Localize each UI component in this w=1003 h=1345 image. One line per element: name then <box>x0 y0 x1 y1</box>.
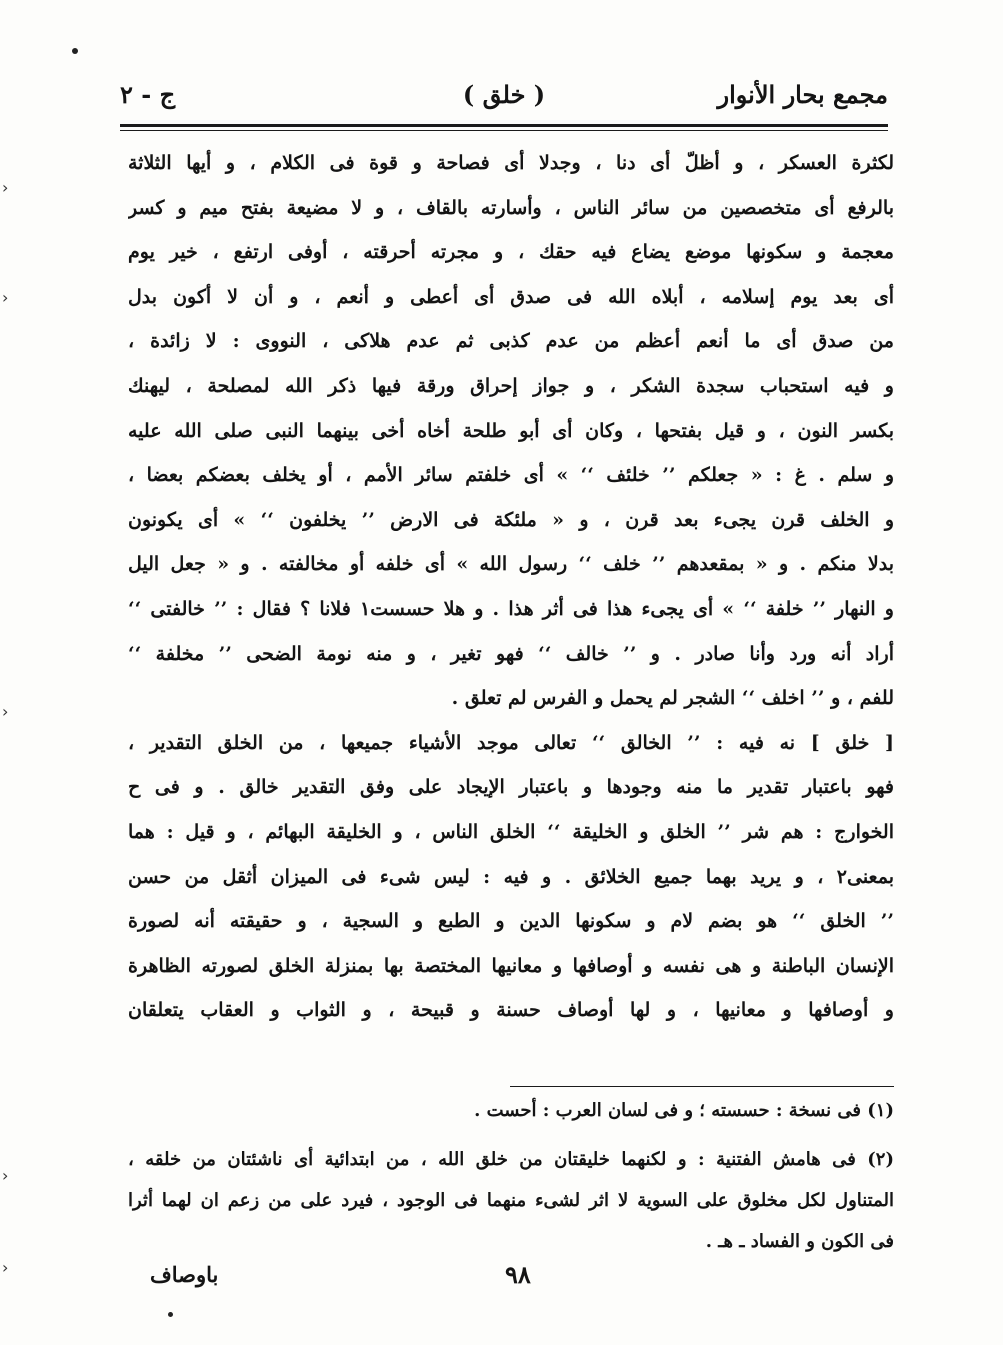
text-line: ’’ الخلق ‘‘ هو بضم لام و سكونها الدين و الطبع و السجية ، و حقيقته أنه لصورة <box>128 910 894 933</box>
text-line: لكثرة العسكر ، و أظلّ أى دنا ، وجدلا أى فصاحة و قوة فى الكلام ، و أيها الثلاثة <box>128 152 894 174</box>
page-number: ٩٨ <box>505 1260 531 1289</box>
margin-mark: › <box>2 1258 9 1277</box>
text-line: بكسر النون ، و قيل بفتحها ، وكان أى أبو طلحة أخاه أخى بينهما النبى صلى الله عليه <box>128 419 894 442</box>
text-line: للفم ، و ’’ اخلف ‘‘ الشجر لم يحمل و الفرس لم تعلق . <box>451 687 894 710</box>
footnote-1: (١) فى نسخة : حسسته ؛ و فى لسان العرب : أحست . <box>474 1100 894 1121</box>
text-line: [ خلق ] نه فيه : ’’ الخالق ‘‘ تعالى موجد الأشياء جميعها ، من الخلق التقدير ، <box>128 731 894 754</box>
scan-speck <box>72 48 78 54</box>
text-line: من صدق أى ما أنعم أعظم من عدم كذبى ثم عدم هلاكى ، النووى : لا زائدة ، <box>128 330 894 353</box>
entry-title: ( خلق ) <box>462 80 546 109</box>
footnote-2-line: (٢) فى هامش الفتنية : و لكنهما خليقتان من خلق الله ، من ابتدائية أى ناشئتان من خلقه ، <box>128 1149 894 1170</box>
volume-number: ج - ٢ <box>120 80 176 109</box>
margin-mark: › <box>2 288 9 307</box>
text-line: بالرفع أى متخصصين من سائر الناس ، وأسارته بالقاف ، و لا مضيعة بفتح ميم و كسر <box>128 196 894 219</box>
margin-mark: › <box>2 178 9 197</box>
scan-speck <box>168 1312 173 1317</box>
margin-mark: › <box>2 702 9 721</box>
header-rule-thick <box>120 124 888 127</box>
text-line: و أوصافها و معانيها ، و لها أوصاف حسنة و قبيحة ، و الثواب و العقاب يتعلقان <box>128 999 894 1022</box>
footnotes <box>128 1090 894 1262</box>
running-header <box>120 74 888 122</box>
text-line: بمعنى٢ ، و يريد بهما جميع الخلائق . و فيه : ليس شىء فى الميزان أثقل من حسن <box>128 865 894 888</box>
text-line: فهو باعتبار تقدير ما منه وجودها و باعتبار الإيجاد على وفق التقدير خالق . و فى ح <box>128 776 894 799</box>
text-line: الإنسان الباطنة و هى نفسه و أوصافها و معانيها المختصة بها بمنزلة الخلق لصورته الظاهرة <box>128 954 894 977</box>
header-rule-thin <box>120 130 888 131</box>
footnote-2-line: فى الكون و الفساد ـ هـ . <box>705 1231 894 1252</box>
text-line: و النهار ’’ خلفة ‘‘ » أى يجىء هذا فى أثر هذا . و هلا حسست١ فلانا ؟ فقال : ’’ خالفتى ‘‘ <box>128 597 894 620</box>
catchword: باوصاف <box>150 1262 219 1287</box>
text-line: و سلم . غ : « جعلكم ’’ خلئف ‘‘ » أى خلفتم سائر الأمم ، أو يخلف بعضكم بعضا ، <box>128 464 894 487</box>
text-line: أى بعد يوم إسلامه ، أبلاه الله فى صدق أى أعطى و أنعم ، و أن لا أكون بدل <box>128 285 894 308</box>
text-line: أراد أنه ورد وأنا صادر . و ’’ خالف ‘‘ فهو تغير ، و منه نومة الضحى ’’ مخلفة ‘‘ <box>128 642 894 665</box>
text-line: بدلا منكم . و « بمقعدهم ’’ خلف ‘‘ رسول الله » أى خلفه أو مخالفته . و « جعل اليل <box>128 553 894 576</box>
text-line: و فيه استحباب سجدة الشكر ، و جواز إحراق ورقة فيها ذكر الله لمصلحة ، ليهنك <box>128 374 894 397</box>
main-text <box>128 141 894 1033</box>
text-line: و الخلف قرن يجىء بعد قرن ، و « ملئكة فى الارض ’’ يخلفون ‘‘ » أى يكونون <box>128 508 894 531</box>
text-line: الخوارج : هم شر ’’ الخلق و الخليقة ‘‘ الخلق الناس ، و الخليقة البهائم ، و قيل : هما <box>128 820 894 843</box>
footnote-2-line: المتناول لكل مخلوق على السوية لا اثر لشىء منهما فى الوجود ، فيرد على من زعم ان لهما أثرا <box>128 1190 894 1211</box>
text-line: معجمة و سكونها موضع يضاع فيه حقك ، و مجرته أحرقته ، أوفى ارتفع ، خير يوم <box>128 241 894 264</box>
footnote-rule <box>510 1086 894 1087</box>
book-title: مجمع بحار الأنوار <box>717 80 888 109</box>
margin-mark: › <box>2 1166 9 1185</box>
